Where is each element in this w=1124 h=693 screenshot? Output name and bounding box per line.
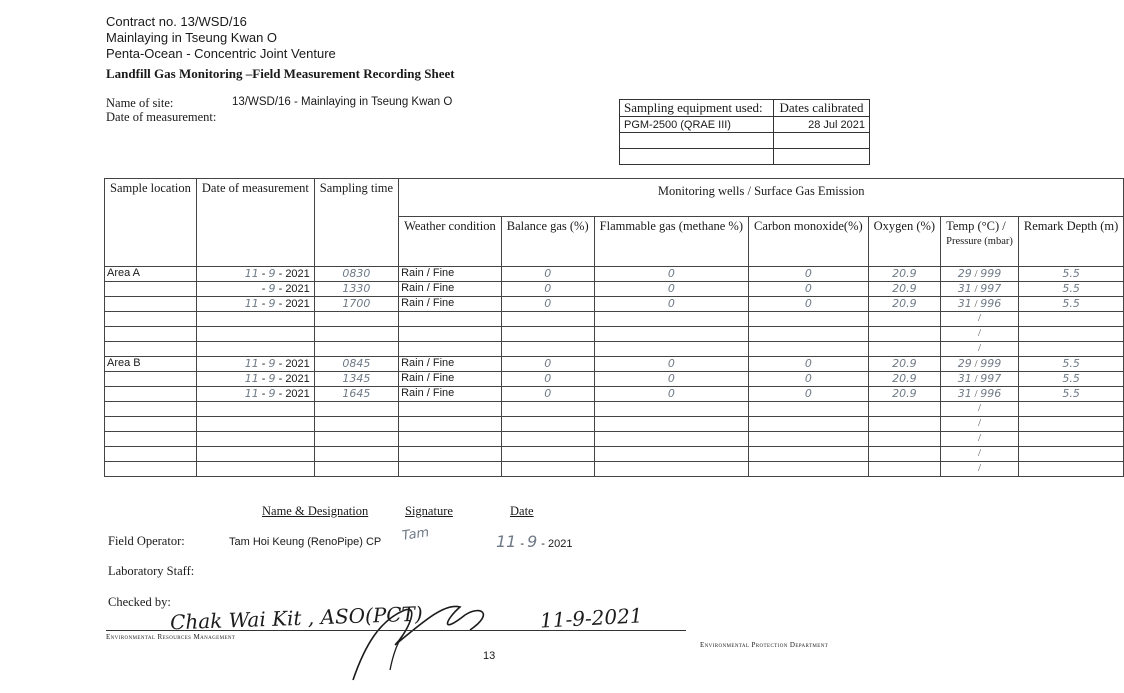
co-cell: 0 bbox=[749, 297, 869, 312]
pressure-value: 997 bbox=[980, 282, 1002, 295]
calibration-header: Dates calibrated bbox=[774, 100, 870, 117]
sample-location-cell bbox=[105, 312, 197, 327]
remark-cell bbox=[1018, 417, 1123, 432]
weather-cell: Rain / Fine bbox=[399, 357, 502, 372]
temp-pressure-cell bbox=[941, 402, 1019, 417]
temp-value: 31 bbox=[957, 282, 972, 295]
sample-location-cell bbox=[105, 327, 197, 342]
balance-cell bbox=[501, 447, 594, 462]
date-month: 9 bbox=[268, 357, 276, 370]
flammable-cell: 0 bbox=[594, 267, 748, 282]
co-cell bbox=[749, 447, 869, 462]
sample-location-cell bbox=[105, 387, 197, 402]
footer-left: Environmental Resources Management bbox=[106, 633, 236, 641]
weather-cell: Rain / Fine bbox=[399, 387, 502, 402]
table-row bbox=[105, 282, 1124, 297]
temp-pressure-cell bbox=[941, 417, 1019, 432]
flammable-cell bbox=[594, 432, 748, 447]
balance-cell bbox=[501, 462, 594, 477]
table-row bbox=[105, 417, 1124, 432]
sampling-time-cell: 1330 bbox=[314, 282, 398, 297]
measurement-date-cell bbox=[196, 462, 314, 477]
site-name-label: Name of site: bbox=[106, 96, 174, 110]
oxygen-cell: 20.9 bbox=[868, 282, 940, 297]
co-cell bbox=[749, 312, 869, 327]
col-date: Date bbox=[510, 504, 534, 518]
date-year: - 2021 bbox=[278, 268, 310, 280]
sample-location-cell: Area B bbox=[105, 357, 197, 372]
header-date-of-measurement: Date of measurement bbox=[196, 179, 314, 267]
remark-cell bbox=[1018, 462, 1123, 477]
col-name-designation: Name & Designation bbox=[262, 504, 369, 518]
measurement-date-cell bbox=[196, 432, 314, 447]
table-row bbox=[105, 372, 1124, 387]
sample-location-cell bbox=[105, 297, 197, 312]
temp-pressure-cell bbox=[941, 327, 1019, 342]
flammable-cell: 0 bbox=[594, 297, 748, 312]
date-month: 9 bbox=[268, 267, 276, 280]
slash-separator: / bbox=[977, 402, 982, 414]
lab-staff-label: Laboratory Staff: bbox=[108, 564, 195, 578]
table-row bbox=[105, 297, 1124, 312]
date-day: 11 bbox=[244, 357, 259, 370]
weather-cell bbox=[399, 432, 502, 447]
oxygen-cell bbox=[868, 342, 940, 357]
remark-cell bbox=[1018, 312, 1123, 327]
measurement-date-cell: 11 - 9 - 2021 bbox=[196, 297, 314, 312]
table-row bbox=[105, 312, 1124, 327]
balance-cell bbox=[501, 402, 594, 417]
balance-cell bbox=[501, 327, 594, 342]
measurement-date-cell: 11 - 9 - 2021 bbox=[196, 387, 314, 402]
slash-separator: / bbox=[977, 342, 982, 354]
header-remark-depth: Remark Depth (m) bbox=[1018, 217, 1123, 267]
weather-cell bbox=[399, 447, 502, 462]
date-day: 11 bbox=[244, 387, 259, 400]
slash-separator: / bbox=[977, 312, 982, 324]
flammable-cell bbox=[594, 327, 748, 342]
pressure-value: 997 bbox=[980, 372, 1002, 385]
weather-cell bbox=[399, 327, 502, 342]
equipment-cell bbox=[620, 149, 774, 165]
temp-pressure-cell bbox=[941, 312, 1019, 327]
temp-pressure-cell: 31 / 997 bbox=[941, 372, 1019, 387]
checked-by-name: Chak Wai Kit , ASO(PCT) bbox=[169, 601, 424, 635]
remark-cell: 5.5 bbox=[1018, 372, 1123, 387]
oxygen-cell bbox=[868, 462, 940, 477]
sampling-time-cell: 0845 bbox=[314, 357, 398, 372]
sample-location-cell bbox=[105, 417, 197, 432]
balance-cell: 0 bbox=[501, 357, 594, 372]
table-row bbox=[105, 447, 1124, 462]
remark-cell: 5.5 bbox=[1018, 357, 1123, 372]
temp-pressure-cell bbox=[941, 342, 1019, 357]
co-cell: 0 bbox=[749, 282, 869, 297]
table-row bbox=[105, 432, 1124, 447]
remark-cell bbox=[1018, 447, 1123, 462]
sampling-time-cell: 0830 bbox=[314, 267, 398, 282]
oxygen-cell bbox=[868, 327, 940, 342]
table-row bbox=[105, 357, 1124, 372]
balance-cell bbox=[501, 312, 594, 327]
co-cell bbox=[749, 462, 869, 477]
temp-pressure-cell: 31 / 997 bbox=[941, 282, 1019, 297]
footer-right: Environmental Protection Department bbox=[700, 641, 829, 649]
measurement-date-cell bbox=[196, 327, 314, 342]
weather-cell: Rain / Fine bbox=[399, 297, 502, 312]
flammable-cell: 0 bbox=[594, 387, 748, 402]
sampling-time-cell bbox=[314, 432, 398, 447]
oxygen-cell bbox=[868, 417, 940, 432]
calibration-cell bbox=[774, 133, 870, 149]
sample-location-cell bbox=[105, 282, 197, 297]
pressure-value: 999 bbox=[980, 357, 1002, 370]
measurement-date-cell bbox=[196, 312, 314, 327]
equipment-table bbox=[619, 99, 870, 165]
measurement-date-cell bbox=[196, 342, 314, 357]
weather-cell: Rain / Fine bbox=[399, 372, 502, 387]
measurement-table bbox=[104, 178, 1124, 477]
field-operator-name: Tam Hoi Keung (RenoPipe) CP bbox=[229, 536, 382, 548]
sample-location-cell: Area A bbox=[105, 267, 197, 282]
equipment-cell bbox=[620, 133, 774, 149]
temp-pressure-cell: 31 / 996 bbox=[941, 387, 1019, 402]
table-row bbox=[105, 327, 1124, 342]
header-sample-location: Sample location bbox=[105, 179, 197, 267]
date-year: - 2021 bbox=[278, 388, 310, 400]
sampling-time-cell bbox=[314, 417, 398, 432]
measurement-date-cell bbox=[196, 402, 314, 417]
oxygen-cell: 20.9 bbox=[868, 372, 940, 387]
co-cell bbox=[749, 327, 869, 342]
header-oxygen: Oxygen (%) bbox=[868, 217, 940, 267]
contract-number: Contract no. 13/WSD/16 bbox=[106, 14, 247, 29]
date-month: 9 bbox=[268, 372, 276, 385]
temp-pressure-cell: 31 / 996 bbox=[941, 297, 1019, 312]
flammable-cell bbox=[594, 312, 748, 327]
measurement-date-cell: - 9 - 2021 bbox=[196, 282, 314, 297]
header-balance-gas: Balance gas (%) bbox=[501, 217, 594, 267]
co-cell: 0 bbox=[749, 387, 869, 402]
temp-value: 29 bbox=[957, 357, 972, 370]
temp-pressure-cell bbox=[941, 462, 1019, 477]
oxygen-cell bbox=[868, 432, 940, 447]
site-name-value: 13/WSD/16 - Mainlaying in Tseung Kwan O bbox=[232, 96, 453, 108]
weather-cell bbox=[399, 417, 502, 432]
header-pressure: Pressure (mbar) bbox=[946, 236, 1013, 247]
pressure-value: 996 bbox=[980, 387, 1002, 400]
balance-cell bbox=[501, 342, 594, 357]
weather-cell bbox=[399, 312, 502, 327]
table-row bbox=[105, 387, 1124, 402]
sampling-time-cell: 1345 bbox=[314, 372, 398, 387]
checked-by-label: Checked by: bbox=[108, 595, 171, 609]
date-day: 11 bbox=[244, 372, 259, 385]
page-number: 13 bbox=[483, 650, 496, 662]
slash-separator: / bbox=[977, 417, 982, 429]
balance-cell: 0 bbox=[501, 387, 594, 402]
weather-cell: Rain / Fine bbox=[399, 282, 502, 297]
date-day: 11 bbox=[244, 297, 259, 310]
weather-cell: Rain / Fine bbox=[399, 267, 502, 282]
sample-location-cell bbox=[105, 447, 197, 462]
remark-cell bbox=[1018, 327, 1123, 342]
calibration-cell: 28 Jul 2021 bbox=[774, 117, 870, 133]
sampling-time-cell bbox=[314, 327, 398, 342]
sampling-time-cell bbox=[314, 462, 398, 477]
header-carbon-monoxide: Carbon monoxide(%) bbox=[749, 217, 869, 267]
co-cell bbox=[749, 342, 869, 357]
flammable-cell: 0 bbox=[594, 282, 748, 297]
temp-value: 31 bbox=[957, 387, 972, 400]
checked-by-date: 11-9-2021 bbox=[539, 603, 644, 633]
flammable-cell: 0 bbox=[594, 372, 748, 387]
measurement-date-cell bbox=[196, 447, 314, 462]
balance-cell: 0 bbox=[501, 372, 594, 387]
temp-value: 31 bbox=[957, 372, 972, 385]
temp-value: 29 bbox=[957, 267, 972, 280]
balance-cell: 0 bbox=[501, 297, 594, 312]
date-month: 9 bbox=[268, 282, 276, 295]
temp-pressure-cell bbox=[941, 432, 1019, 447]
sampling-time-cell bbox=[314, 342, 398, 357]
remark-cell: 5.5 bbox=[1018, 297, 1123, 312]
slash-separator: / bbox=[977, 327, 982, 339]
sample-location-cell bbox=[105, 402, 197, 417]
balance-cell bbox=[501, 432, 594, 447]
table-row bbox=[105, 402, 1124, 417]
slash-separator: / bbox=[977, 462, 982, 474]
weather-cell bbox=[399, 342, 502, 357]
oxygen-cell bbox=[868, 402, 940, 417]
measurement-date-cell bbox=[196, 417, 314, 432]
temp-pressure-cell: 29 / 999 bbox=[941, 267, 1019, 282]
field-operator-signature: Tam bbox=[401, 525, 431, 544]
weather-cell bbox=[399, 462, 502, 477]
oxygen-cell: 20.9 bbox=[868, 297, 940, 312]
sample-location-cell bbox=[105, 432, 197, 447]
calibration-cell bbox=[774, 149, 870, 165]
remark-cell: 5.5 bbox=[1018, 387, 1123, 402]
sampling-time-cell bbox=[314, 312, 398, 327]
sample-location-cell bbox=[105, 462, 197, 477]
temp-pressure-cell bbox=[941, 447, 1019, 462]
field-operator-date: 11 - 9 - 2021 bbox=[496, 532, 573, 551]
remark-cell: 5.5 bbox=[1018, 267, 1123, 282]
date-month: 9 bbox=[268, 387, 276, 400]
field-operator-label: Field Operator: bbox=[108, 534, 185, 548]
remark-cell: 5.5 bbox=[1018, 282, 1123, 297]
sampling-time-cell: 1645 bbox=[314, 387, 398, 402]
sampling-time-cell bbox=[314, 402, 398, 417]
oxygen-cell bbox=[868, 447, 940, 462]
temp-pressure-cell: 29 / 999 bbox=[941, 357, 1019, 372]
sample-location-cell bbox=[105, 342, 197, 357]
slash-separator: / bbox=[977, 432, 982, 444]
footer-rule bbox=[106, 630, 686, 631]
date-year: - 2021 bbox=[278, 373, 310, 385]
balance-cell: 0 bbox=[501, 282, 594, 297]
flammable-cell bbox=[594, 417, 748, 432]
flammable-cell bbox=[594, 402, 748, 417]
sampling-time-cell bbox=[314, 447, 398, 462]
remark-cell bbox=[1018, 432, 1123, 447]
slash-separator: / bbox=[977, 447, 982, 459]
weather-cell bbox=[399, 402, 502, 417]
flammable-cell bbox=[594, 342, 748, 357]
balance-cell: 0 bbox=[501, 267, 594, 282]
page-title: Landfill Gas Monitoring –Field Measurement Recording Sheet bbox=[106, 66, 455, 81]
co-cell: 0 bbox=[749, 267, 869, 282]
sampling-time-cell: 1700 bbox=[314, 297, 398, 312]
sample-location-cell bbox=[105, 372, 197, 387]
header-flammable-gas: Flammable gas (methane %) bbox=[594, 217, 748, 267]
project-name: Mainlaying in Tseung Kwan O bbox=[106, 30, 278, 45]
oxygen-cell bbox=[868, 312, 940, 327]
table-row bbox=[105, 267, 1124, 282]
oxygen-cell: 20.9 bbox=[868, 387, 940, 402]
date-day: 11 bbox=[244, 267, 259, 280]
co-cell: 0 bbox=[749, 372, 869, 387]
temp-value: 31 bbox=[957, 297, 972, 310]
header-sampling-time: Sampling time bbox=[314, 179, 398, 267]
equipment-header: Sampling equipment used: bbox=[620, 100, 774, 117]
col-signature: Signature bbox=[405, 504, 453, 518]
oxygen-cell: 20.9 bbox=[868, 267, 940, 282]
date-year: - 2021 bbox=[278, 358, 310, 370]
checker-signature bbox=[345, 585, 525, 690]
remark-cell bbox=[1018, 342, 1123, 357]
header-weather: Weather condition bbox=[399, 217, 502, 267]
date-year: - 2021 bbox=[278, 298, 310, 310]
table-row bbox=[105, 462, 1124, 477]
flammable-cell bbox=[594, 447, 748, 462]
header-monitoring-group: Monitoring wells / Surface Gas Emission bbox=[399, 179, 1124, 217]
date-of-measurement-label: Date of measurement: bbox=[106, 110, 217, 124]
measurement-date-cell: 11 - 9 - 2021 bbox=[196, 357, 314, 372]
measurement-date-cell: 11 - 9 - 2021 bbox=[196, 267, 314, 282]
date-month: 9 bbox=[268, 297, 276, 310]
balance-cell bbox=[501, 417, 594, 432]
table-row bbox=[105, 342, 1124, 357]
co-cell: 0 bbox=[749, 357, 869, 372]
oxygen-cell: 20.9 bbox=[868, 357, 940, 372]
header-temp: Temp (°C) / bbox=[946, 219, 1006, 233]
area-rows bbox=[105, 267, 1124, 477]
co-cell bbox=[749, 417, 869, 432]
measurement-date-cell: 11 - 9 - 2021 bbox=[196, 372, 314, 387]
pressure-value: 999 bbox=[980, 267, 1002, 280]
pressure-value: 996 bbox=[980, 297, 1002, 310]
header-temp-pressure bbox=[941, 217, 1019, 267]
equipment-cell: PGM-2500 (QRAE III) bbox=[620, 117, 774, 133]
co-cell bbox=[749, 402, 869, 417]
flammable-cell: 0 bbox=[594, 357, 748, 372]
co-cell bbox=[749, 432, 869, 447]
flammable-cell bbox=[594, 462, 748, 477]
date-year: - 2021 bbox=[278, 283, 310, 295]
contractor-name: Penta-Ocean - Concentric Joint Venture bbox=[106, 46, 336, 61]
remark-cell bbox=[1018, 402, 1123, 417]
